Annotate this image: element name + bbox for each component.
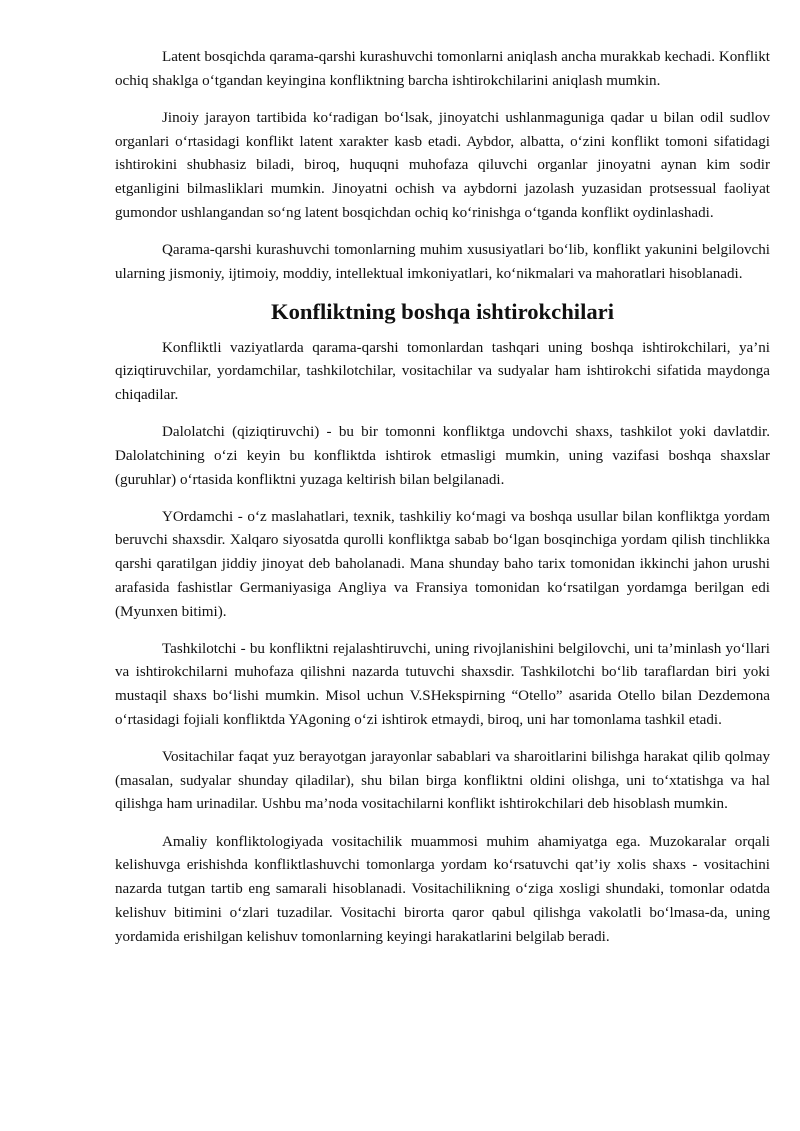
paragraph-opposing-sides-features: Qarama-qarshi kurashuvchi tomonlarning muhim xususiyatlari bo‘lib, konflikt yakunini belgilovchi ularning jismoniy, ijtimoiy, moddiy, intellektual imkoniyatlari, ko‘nikmalari va mahoratlari hisoblanadi. bbox=[115, 241, 770, 282]
paragraph-instigator: Dalolatchi (qiziqtiruvchi) - bu bir tomonni konfliktga undovchi shaxs, tashkilot yoki davlatdir. Dalolatchining o‘zi keyin bu konfliktda ishtirok etmasligi mumkin, uning vazifasi boshqa shaxslar (guruhlar) o‘rtasida konfliktni yuzaga keltirish bilan belgilanadi. bbox=[115, 424, 770, 488]
paragraph-criminal-process: Jinoiy jarayon tartibida ko‘radigan bo‘lsak, jinoyatchi ushlanmaguniga qadar u bilan odil sudlov organlari o‘rtasidagi konflikt latent xarakter kasb etadi. Aybdor, albatta, o‘zini konflikt tomoni sifatidagi ishtirokini shubhasiz biladi, biroq, huquqni muhofaza qiluvchi organlar jinoyatni aynan kim sodir etganligini bilmasliklari mumkin. Jinoyatni ochish va aybdorni jazolash yuzasidan protsessual faoliyat gumondor ushlangandan so‘ng latent bosqichdan ochiq ko‘rinishga o‘tganda konflikt oydinlashadi. bbox=[115, 109, 770, 221]
paragraph-latent-stage: Latent bosqichda qarama-qarshi kurashuvchi tomonlarni aniqlash ancha murakkab kechadi. Konflikt ochiq shaklga o‘tgandan keyingina konfliktning barcha ishtirokchilarini aniqlash mumkin. bbox=[115, 49, 770, 89]
paragraph-applied-conflictology: Amaliy konfliktologiyada vositachilik muammosi muhim ahamiyatga ega. Muzokaralar orqali kelishuvga erishishda konfliktlashuvchi tomonlarga yordam ko‘rsatuvchi qat’iy xolis shaxs - vositachini nazarda tutgan tartib eng samarali hisoblanadi. Vositachilikning o‘ziga xosligi shundaki, tomonlar odatda kelishuv bitimini o‘zlari tuzadilar. Vositachi birorta qaror qabul qilishga vakolatli bo‘lmasa-da, uning yordamida erishilgan kelishuv tomonlarning keyingi harakatlarini belgilab beradi. bbox=[115, 833, 770, 945]
paragraph-organizer: Tashkilotchi - bu konfliktni rejalashtiruvchi, uning rivojlanishini belgilovchi, uni ta’minlash yo‘llari va ishtirokchilarni muhofaza qilishni nazarda tutuvchi shaxsdir. Tashkilotchi bo‘lib taraflardan biri yoki mustaqil shaxs bo‘lishi mumkin. Misol uchun V.SHekspirning “Otello” asarida Otello bilan Dezdemona o‘rtasidagi fojiali konfliktda YAgoning o‘zi ishtirok etmaydi, biroq, uni har tomonlama tashkil etadi. bbox=[115, 640, 770, 728]
paragraph-other-participants: Konfliktli vaziyatlarda qarama-qarshi tomonlardan tashqari uning boshqa ishtirokchilari, ya’ni qiziqtiruvchilar, yordamchilar, tashkilotchilar, vositachilar va sudyalar ham ishtirokchi sifatida maydonga chiqadilar. bbox=[115, 339, 770, 403]
paragraph-helper: YOrdamchi - o‘z maslahatlari, texnik, tashkiliy ko‘magi va boshqa usullar bilan konfliktga yordam beruvchi shaxsdir. Xalqaro siyosatda qurolli konfliktga sabab bo‘lgan bosqinchiga yordam qilish tinchlikka qarshi qaratilgan jiddiy jinoyat deb baholanadi. Mana shunday baho tarix tomonidan ikkinchi jahon urushi arafasida fashistlar Germaniyasiga Angliya va Fransiya tomonidan ko‘rsatilgan yordamga berilgan edi (Myunxen bitimi). bbox=[115, 508, 770, 620]
paragraph-mediators: Vositachilar faqat yuz berayotgan jarayonlar sabablari va sharoitlarini bilishga harakat qilib qolmay (masalan, sudyalar shunday qiladilar), shu bilan birga konfliktni oldini olishga, uni to‘xtatishga va hal qilishga ham urinadilar. Ushbu ma’noda vositachilarni konflikt ishtirokchilari deb hisoblash mumkin. bbox=[115, 749, 770, 813]
document-page bbox=[115, 46, 770, 963]
section-heading: Konfliktning boshqa ishtirokchilari bbox=[270, 298, 615, 324]
